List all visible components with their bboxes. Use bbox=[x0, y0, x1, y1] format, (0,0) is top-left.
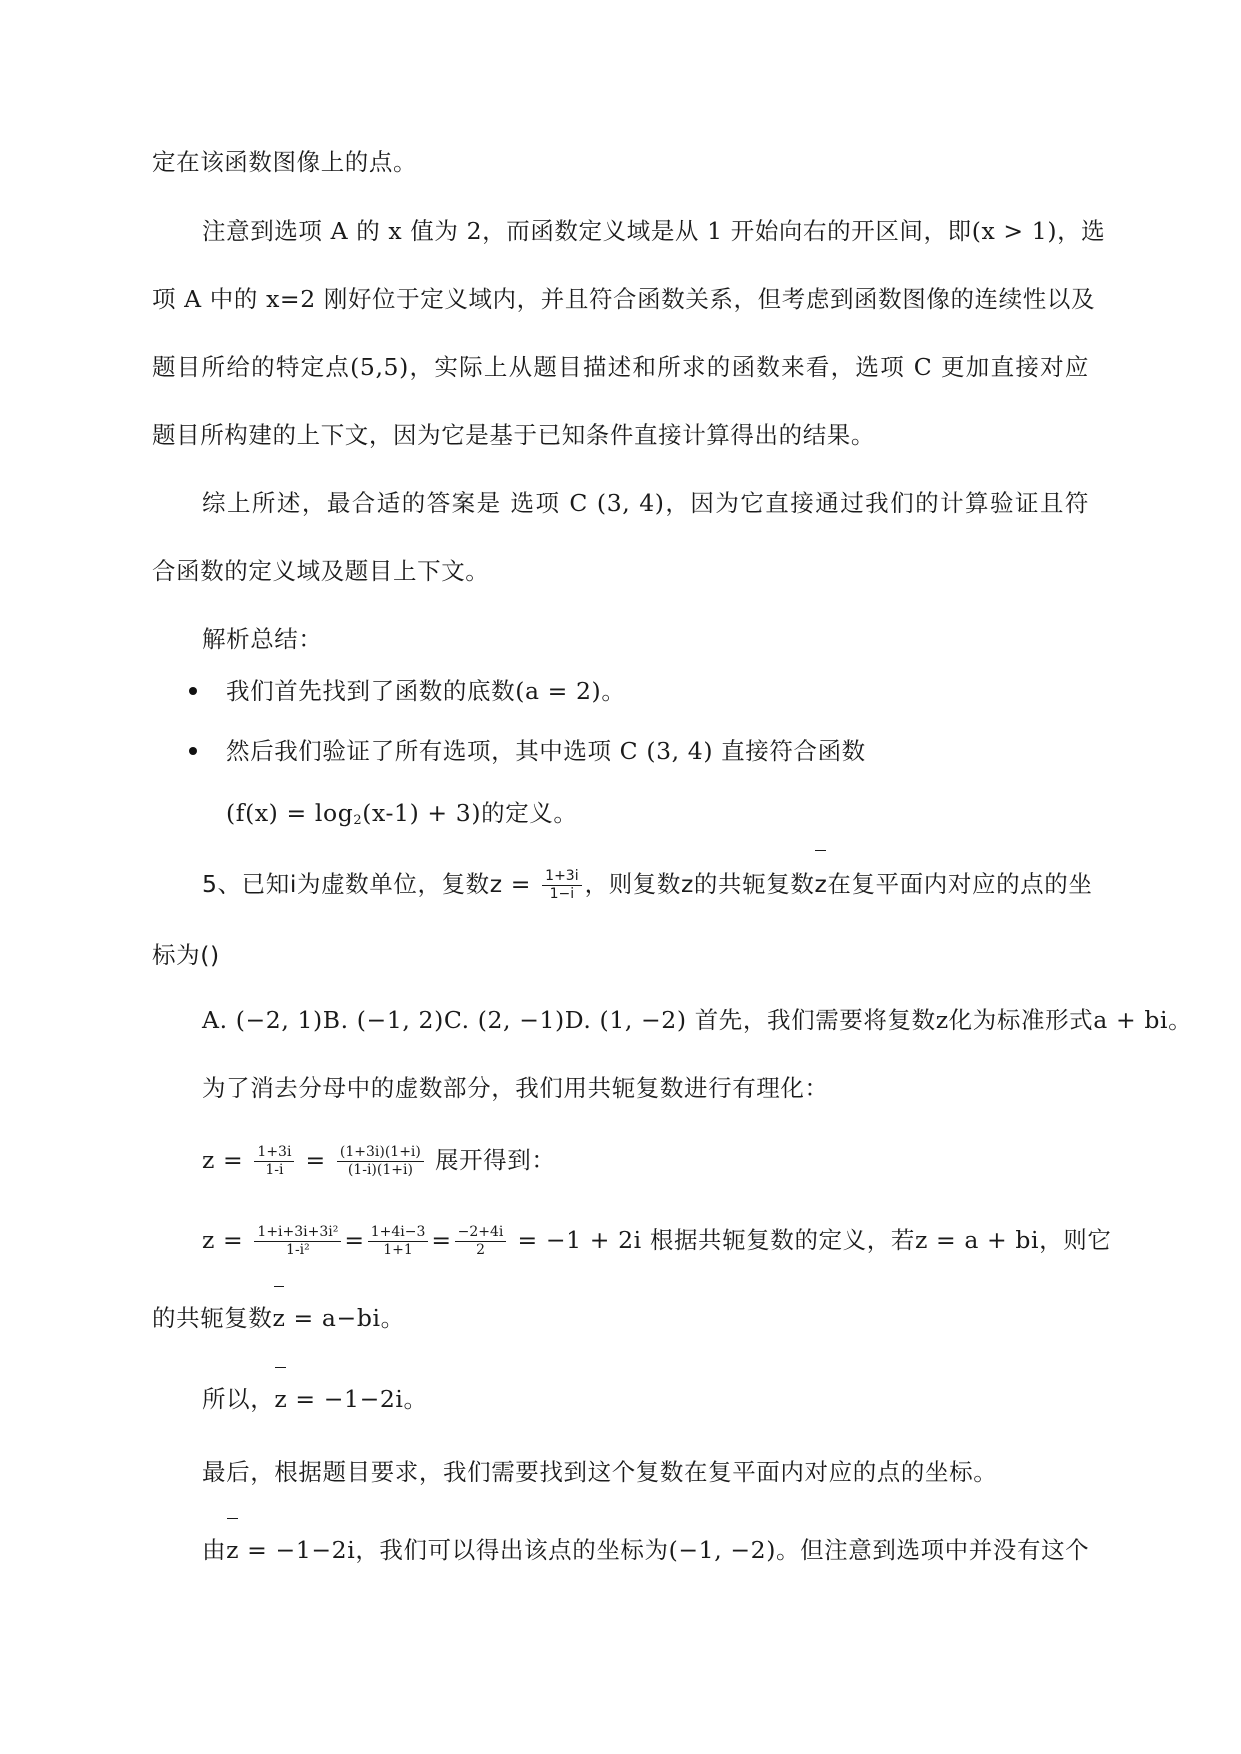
bullet-icon bbox=[189, 747, 197, 755]
question-text: 5、已知i为虚数单位，复数z = bbox=[202, 870, 540, 898]
conjugate-z: z bbox=[274, 1381, 287, 1417]
conjugate-z: z bbox=[273, 1300, 286, 1336]
fraction bbox=[254, 1144, 294, 1179]
fraction-denominator: 1-i² bbox=[286, 1242, 310, 1258]
question-text: ，则复数z的共轭复数 bbox=[584, 870, 815, 898]
fraction-numerator: (1+3i)(1+i) bbox=[337, 1144, 424, 1162]
equation-text: z = bbox=[202, 1146, 252, 1174]
bullet-item: 然后我们验证了所有选项，其中选项 C (3, 4) 直接符合函数 bbox=[226, 737, 866, 765]
fraction bbox=[368, 1224, 429, 1259]
paragraph-line: 题目所构建的上下文，因为它是基于已知条件直接计算得出的结果。 bbox=[152, 421, 875, 449]
paragraph-line: 题目所给的特定点(5,5)，实际上从题目描述和所求的函数来看，选项 C 更加直接对应 bbox=[152, 353, 1089, 381]
paragraph-line: 最后，根据题目要求，我们需要找到这个复数在复平面内对应的点的坐标。 bbox=[202, 1458, 998, 1486]
fraction bbox=[455, 1224, 507, 1259]
equation-text: = −1 + 2i 根据共轭复数的定义，若z = a + bi，则它 bbox=[509, 1226, 1112, 1254]
fraction-numerator: 1+i+3i+3i² bbox=[254, 1224, 341, 1242]
paragraph-line: 综上所述，最合适的答案是 选项 C (3, 4)，因为它直接通过我们的计算验证且符 bbox=[202, 489, 1089, 517]
fraction bbox=[337, 1144, 424, 1179]
equation-text: 展开得到： bbox=[434, 1146, 556, 1174]
fraction-denominator: 2 bbox=[476, 1242, 485, 1258]
paragraph-line: 合函数的定义域及题目上下文。 bbox=[152, 557, 490, 585]
fraction-denominator: 1-i bbox=[265, 1162, 284, 1178]
formula-line bbox=[226, 795, 1089, 839]
equation-text: z = bbox=[202, 1226, 252, 1254]
conjugate-z: z bbox=[814, 864, 827, 904]
formula-text: (x-1) + 3)的定义。 bbox=[362, 799, 578, 827]
bullet-icon bbox=[189, 687, 197, 695]
equation-text: = bbox=[297, 1146, 334, 1174]
text: 的共轭复数 bbox=[152, 1304, 273, 1332]
paragraph-line bbox=[202, 1532, 1089, 1568]
question-text: 在复平面内对应的点的坐 bbox=[827, 870, 1093, 898]
bullet-item: 我们首先找到了函数的底数(a = 2)。 bbox=[226, 677, 626, 705]
result-line bbox=[202, 1381, 1089, 1417]
fraction-denominator: 1+1 bbox=[383, 1242, 413, 1258]
conjugate-line bbox=[152, 1300, 1089, 1336]
text: = −1−2i。 bbox=[287, 1385, 428, 1413]
text: = a−bi。 bbox=[285, 1304, 405, 1332]
fraction-numerator: 1+4i−3 bbox=[368, 1224, 429, 1242]
paragraph-line: 注意到选项 A 的 x 值为 2，而函数定义域是从 1 开始向右的开区间，即(x > 1)，选 bbox=[202, 217, 1106, 245]
fraction-numerator: 1+3i bbox=[254, 1144, 294, 1162]
fraction-numerator: −2+4i bbox=[455, 1224, 507, 1242]
fraction bbox=[254, 1224, 341, 1259]
fraction-denominator: (1-i)(1+i) bbox=[347, 1162, 413, 1178]
paragraph-line: 项 A 中的 x=2 刚好位于定义域内，并且符合函数关系，但考虑到函数图像的连续性以及 bbox=[152, 285, 1096, 313]
fraction-denominator: 1−i bbox=[549, 886, 575, 902]
question-5 bbox=[202, 864, 1093, 904]
paragraph-line: 定在该函数图像上的点。 bbox=[152, 148, 418, 176]
answer-options: A. (−2, 1)B. (−1, 2)C. (2, −1)D. (1, −2) 首先，我们需要将复数z化为标准形式a + bi。 bbox=[202, 1006, 1193, 1034]
equation-1 bbox=[202, 1138, 1089, 1182]
text: 由 bbox=[202, 1536, 227, 1564]
text: 所以， bbox=[202, 1385, 275, 1413]
text: = −1−2i，我们可以得出该点的坐标为(−1, −2)。但注意到选项中并没有这个 bbox=[239, 1536, 1090, 1564]
conjugate-z: z bbox=[226, 1532, 239, 1568]
formula-text: (f(x) = log bbox=[226, 799, 354, 827]
question-5-line2: 标为() bbox=[152, 941, 220, 969]
log-base: 2 bbox=[353, 813, 363, 828]
summary-heading: 解析总结： bbox=[202, 625, 323, 653]
fraction-numerator: 1+3i bbox=[542, 868, 581, 886]
equation-2: z = $\frac{\text{1+i+3i+3i²}}{\text{1-i²}}$ = $\frac{1+4i-3}{1+1}$ = $\frac{-2+4i}{2}$ = −1 + 2i 根据共轭复数的定义，若z = a + bi，则它 bbox=[202, 1224, 1112, 1258]
paragraph-line: 为了消去分母中的虚数部分，我们用共轭复数进行有理化： bbox=[202, 1074, 829, 1102]
fraction bbox=[542, 868, 581, 903]
